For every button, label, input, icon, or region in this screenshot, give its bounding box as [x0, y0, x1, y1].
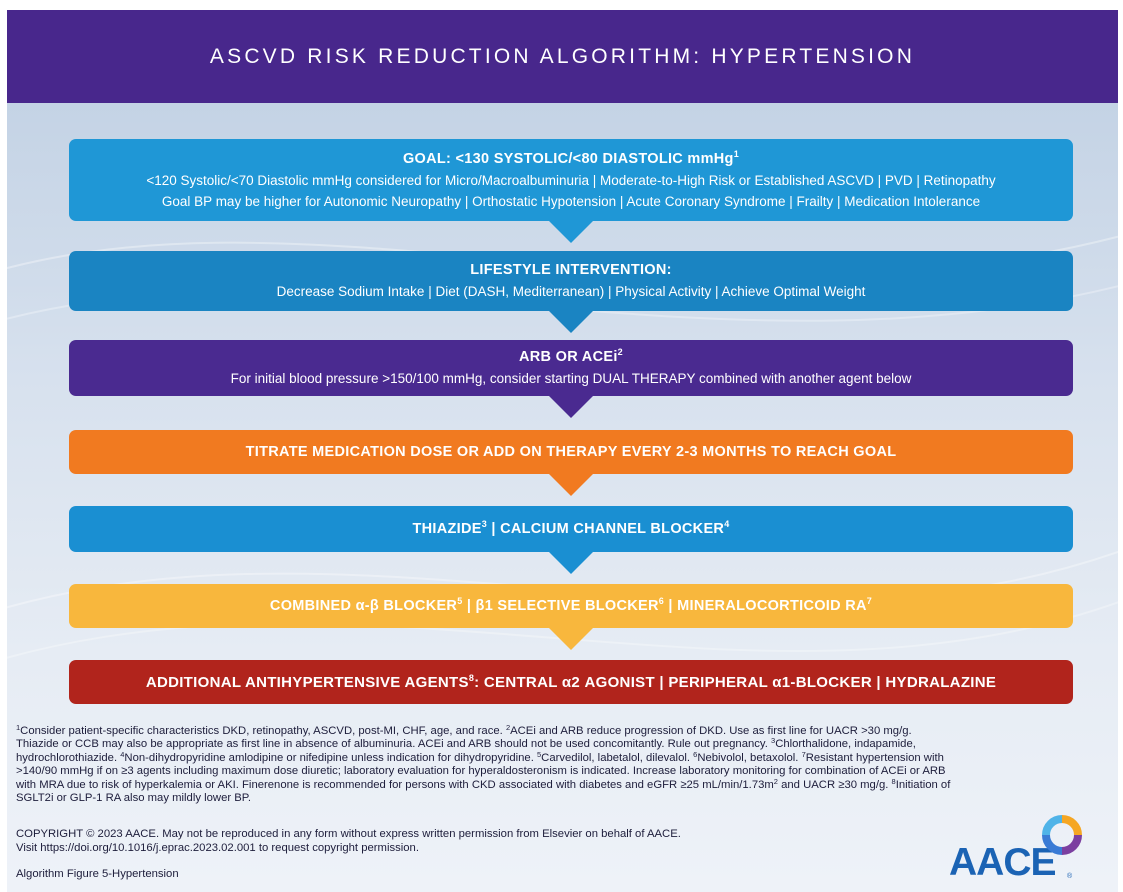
- lifestyle-box: [69, 251, 1073, 311]
- page-title: ASCVD RISK REDUCTION ALGORITHM: HYPERTENSION: [209, 44, 916, 68]
- down-arrow: [549, 628, 593, 650]
- copyright-notice: [16, 827, 681, 855]
- registered-mark: ®: [1067, 873, 1073, 880]
- down-arrow: [549, 311, 593, 333]
- copyright-line-2: Visit https://doi.org/10.1016/j.eprac.2023.02.001 to request copyright permission.: [16, 842, 419, 854]
- titrate-title: TITRATE MEDICATION DOSE OR ADD ON THERAPY EVERY 2-3 MONTHS TO REACH GOAL: [245, 443, 897, 460]
- down-arrow: [549, 474, 593, 496]
- figure-label: Algorithm Figure 5-Hypertension: [16, 868, 179, 880]
- titrate-box: [69, 430, 1073, 474]
- arb-line-1: For initial blood pressure >150/100 mmHg, consider starting DUAL THERAPY combined with another agent below: [230, 371, 912, 386]
- down-arrow: [549, 552, 593, 574]
- aace-logo: [949, 815, 1089, 885]
- thiazide-title: THIAZIDE$^3$ | CALCIUM CHANNEL BLOCKER$^4$: [412, 518, 730, 537]
- logo-ring-icon: [1042, 815, 1082, 855]
- goal-title: GOAL: <130 SYSTOLIC/<80 DIASTOLIC mmHg$^1$: [402, 148, 740, 167]
- additional-agents-box: [69, 660, 1073, 704]
- algorithm-canvas: [7, 103, 1118, 892]
- down-arrow: [549, 396, 593, 418]
- combined-blocker-title: COMBINED α-β BLOCKER$^5$ | β1 SELECTIVE BLOCKER$^6$ | MINERALOCORTICOID $RA^7$: [269, 595, 873, 614]
- logo-text: AACE: [949, 841, 1056, 884]
- lifestyle-line-1: Decrease Sodium Intake | Diet (DASH, Mediterranean) | Physical Activity | Achieve Optimal Weight: [276, 284, 866, 299]
- additional-agents-title: ADDITIONAL ANTIHYPERTENSIVE AGENTS$^8$: CENTRAL α2 AGONIST | PERIPHERAL α1-BLOCKER | HYDRALAZINE: [145, 672, 997, 691]
- lifestyle-title: LIFESTYLE INTERVENTION:: [470, 262, 672, 278]
- goal-line-2: Goal BP may be higher for Autonomic Neuropathy | Orthostatic Hypotension | Acute Coronary Syndrome | Frailty | Medication Intolerance: [161, 193, 981, 209]
- page-header: [7, 10, 1118, 103]
- footnotes: $^1$Consider patient-specific characteristics DKD, retinopathy, ASCVD, post-MI, CHF, age, and race. $^2$ACEi and ARB reduce progression of DKD. Use as first line for UACR >30 mg/g. Thiazide or CCB may also be appropriate as first line in absence of albuminuria. ACEi and ARB should not be used concomitantly. Rule out pregnancy. $^3$Chlorthalidone, indapamide, hydrochlorothiazide. $^4$Non-dihydropyridine amlodipine or nifedipine unless indication for dihydropyridine. $^5$Carvedilol, labetalol, dilevalol. $^6$Nebivolol, betaxolol. $^7$Resistant hypertension with >140/90 mmHg if on ≥3 agents including maximum dose diuretic; laboratory evaluation for hyperaldosteronism is indicated. Increase laboratory monitoring for combination of ACEi or ARB with MRA due to risk of hyperkalemia or AKI. Finerenone is recommended for persons with CKD associated with diabetes and eGFR ≥25 $mL/\min/1.73m^2$ and UACR ≥30 mg/g. $^8$Initiation of SGLT2i or GLP-1 RA also may mildly lower BP.: [16, 723, 951, 805]
- goal-box: [69, 139, 1073, 221]
- thiazide-box: [69, 506, 1073, 552]
- goal-line-1: <120 Systolic/<70 Diastolic mmHg considered for Micro/Macroalbuminuria | Moderate-to-High Risk or Established ASCVD | PVD | Retinopathy: [146, 172, 996, 188]
- down-arrow: [549, 221, 593, 243]
- combined-blocker-box: [69, 584, 1073, 628]
- arb-box: [69, 340, 1073, 396]
- arb-title: ARB OR ACEi$^2$: [519, 347, 623, 365]
- copyright-line-1: COPYRIGHT © 2023 AACE. May not be reproduced in any form without express written permission from Elsevier on behalf of AACE.: [16, 828, 681, 840]
